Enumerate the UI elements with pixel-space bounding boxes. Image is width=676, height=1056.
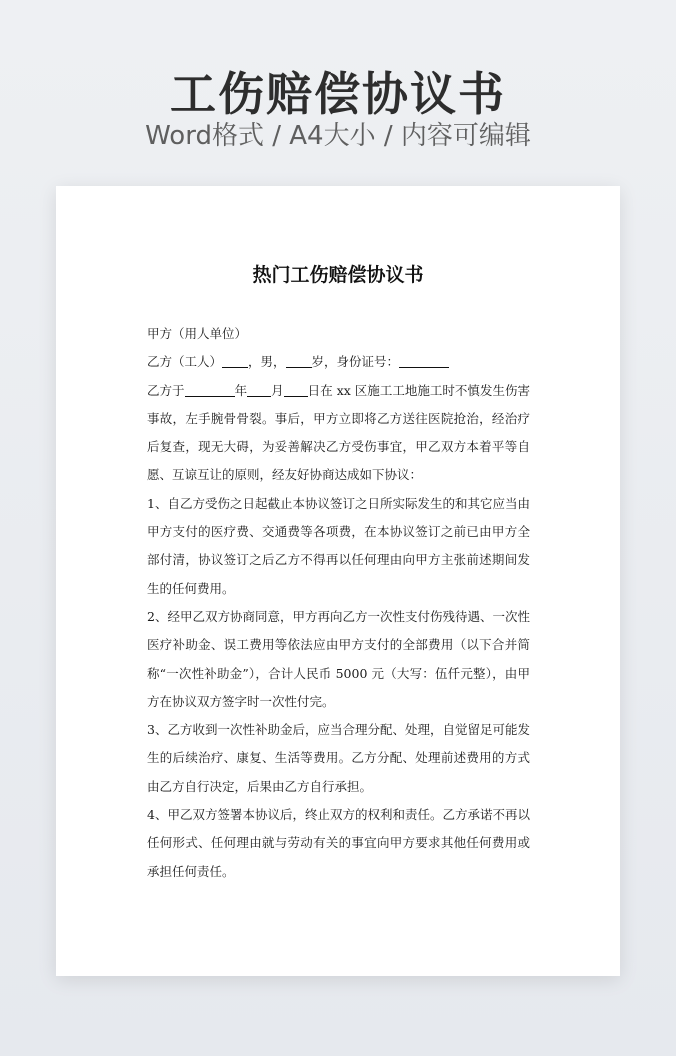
incident-p2: 年 — [234, 382, 248, 398]
incident-paragraph — [147, 377, 530, 490]
clause-2: 2、经甲乙双方协商同意，甲方再向乙方一次性支付伤残待遇、一次性医疗补助金、误工费用等依法应由甲方支付的全部费用（以下合并简称“一次性补助金”），合计人民币 5000 元（大写：伍仟元整），由甲方在协议双方签字时一次性付完。 — [147, 608, 530, 709]
incident-p1: 乙方于 — [147, 382, 185, 398]
party-b-line — [147, 348, 530, 376]
clause-4: 4、甲乙双方签署本协议后，终止双方的权利和责任。乙方承诺不再以任何形式、任何理由就与劳动有关的事宜向甲方要求其他任何费用或承担任何责任。 — [147, 807, 530, 879]
id-number-blank[interactable] — [399, 353, 449, 368]
party-b-male: ，男， — [248, 354, 286, 370]
document-body — [147, 320, 530, 886]
year-blank[interactable] — [185, 382, 235, 397]
document-page — [56, 186, 620, 976]
document-title: 热门工伤赔偿协议书 — [252, 264, 424, 286]
day-blank[interactable] — [284, 382, 308, 397]
party-a-line: 甲方（用人单位） — [147, 326, 248, 341]
page-title: 工伤赔偿协议书 — [170, 67, 506, 121]
clause-1: 1、自乙方受伤之日起截止本协议签订之日所实际发生的和其它应当由甲方支付的医疗费、交通费等各项费，在本协议签订之前已由甲方全部付清，协议签订之后乙方不得再以任何理由向甲方主张前述期间发生的任何费用。 — [147, 495, 530, 596]
party-b-prefix: 乙方（工人） — [147, 354, 223, 370]
party-b-age: 岁，身份证号： — [311, 354, 400, 370]
page-subtitle: Word格式 / A4大小 / 内容可编辑 — [145, 121, 531, 151]
incident-p4: 日在 xx 区施工工地施工时不慎发生伤害事故，左手腕骨骨裂。事后，甲方立即将乙方送往医院抢治，经治疗后复查，现无大碍，为妥善解决乙方受伤事宜，甲乙双方本着平等自愿、互谅互让的原则，经友好协商达成如下协议： — [147, 382, 530, 483]
month-blank[interactable] — [247, 382, 271, 397]
name-blank[interactable] — [222, 353, 248, 368]
incident-p3: 月 — [271, 382, 284, 398]
clause-3: 3、乙方收到一次性补助金后，应当合理分配、处理，自觉留足可能发生的后续治疗、康复、生活等费用。乙方分配、处理前述费用的方式由乙方自行决定，后果由乙方自行承担。 — [147, 722, 530, 794]
age-blank[interactable] — [286, 353, 312, 368]
